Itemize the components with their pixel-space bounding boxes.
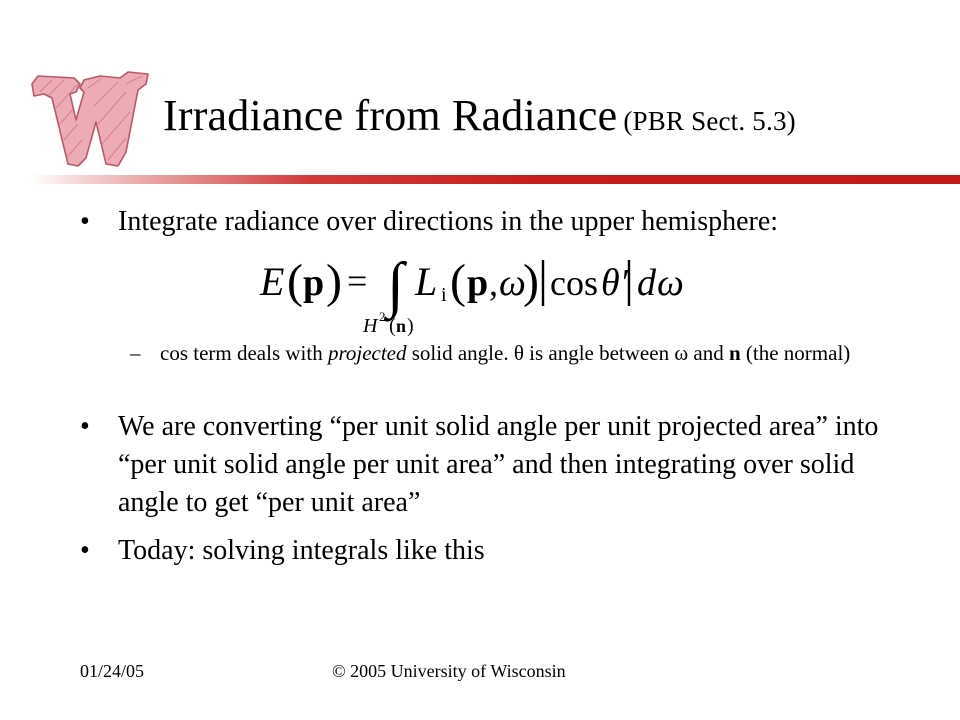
bullet-marker: • <box>80 206 90 237</box>
differential-d: d <box>637 262 656 304</box>
bullet-text: We are converting “per unit solid angle per unit projected area” into “per unit solid angle per unit area” and then integrating over solid angle to get “per unit area” <box>118 411 879 518</box>
radiance-subscript: i <box>441 284 447 306</box>
bullet-marker: • <box>80 411 90 442</box>
sub-bullet-text-part: cos term deals with <box>160 341 328 365</box>
sub-bullet-emphasis: projected <box>327 341 407 365</box>
radiance-comma: , <box>489 263 498 303</box>
footer-copyright: © 2005 University of Wisconsin <box>332 661 566 681</box>
domain-hemisphere: H <box>363 315 378 337</box>
irradiance-equation <box>255 243 684 338</box>
equation-paren-close: ) <box>326 255 342 308</box>
domain-normal: n <box>396 316 407 336</box>
slide-title <box>163 90 796 147</box>
equation-equals: = <box>347 261 368 301</box>
sub-bullet-normal-symbol: n <box>728 341 741 365</box>
equation-paren-open: ( <box>287 255 303 308</box>
domain-paren-close: ) <box>407 315 414 337</box>
radiance-point: p <box>467 262 489 304</box>
radiance-symbol: L <box>415 259 438 304</box>
cos-function: cos <box>550 263 598 303</box>
slide-title-reference: (PBR Sect. 5.3) <box>623 106 796 136</box>
radiance-paren-close: ) <box>523 255 539 308</box>
title-divider-rule <box>30 175 960 184</box>
wisconsin-w-logo <box>26 62 152 174</box>
differential-omega: ω <box>657 262 684 304</box>
bullet-text: Today: solving integrals like this <box>118 535 485 566</box>
slide-title-main: Irradiance from Radiance <box>163 91 618 140</box>
equation-point: p <box>303 262 325 304</box>
sub-bullet-text-part: (the normal) <box>740 341 851 365</box>
equation-lhs: E <box>260 259 285 304</box>
sub-bullet-text <box>160 340 880 366</box>
radiance-direction: ω <box>499 262 526 304</box>
bullet-text: Integrate radiance over directions in the upper hemisphere: <box>118 206 779 237</box>
sub-bullet-marker: – <box>130 341 141 365</box>
footer-date: 01/24/05 <box>80 661 145 681</box>
integral-sign: ∫ <box>387 251 404 319</box>
theta-prime: θ′ <box>601 262 628 304</box>
sub-bullet-text-part: solid angle. θ is angle between ω and <box>406 341 729 365</box>
domain-superscript: 2 <box>379 309 386 324</box>
radiance-paren-open: ( <box>450 255 466 308</box>
domain-paren-open: ( <box>389 315 396 337</box>
bullet-marker: • <box>80 535 90 566</box>
